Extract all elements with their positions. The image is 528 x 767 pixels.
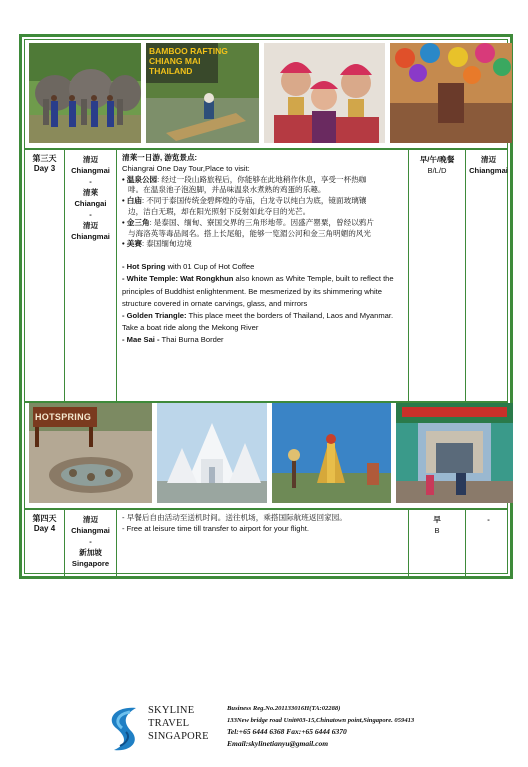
route-stop: Chiangmai <box>71 232 110 241</box>
brand-line-2: TRAVEL <box>148 718 190 729</box>
day4-meals <box>409 510 466 579</box>
white-temple-photo <box>157 403 267 503</box>
route-stop: 清迈 <box>82 221 99 230</box>
hot-spring-photo <box>29 403 152 503</box>
top-photo-strip <box>29 43 512 143</box>
route-stop: 清迈 <box>82 155 99 164</box>
elephant-photo <box>29 43 141 143</box>
route-stop: 清迈 <box>82 515 99 524</box>
day4-label <box>25 510 65 579</box>
route-stop: 新加坡 <box>79 548 102 557</box>
cn-item-mae-sai <box>122 239 404 250</box>
en-item-text: also known as White Temple, built to reflect the principles of Buddhist enlightenment. Be mesmerized by its shimmering white structure covered in ornate carvings, glass, and mirrors <box>122 274 394 308</box>
day3-row <box>25 150 507 401</box>
cn-item-text: : 不同于泰国传统金碧辉煌的寺庙，白龙寺以纯白为底，镜面玻璃镶 <box>141 196 367 206</box>
meals-cn: 早 <box>433 515 441 524</box>
hotel-en: Chiangmai <box>469 166 508 175</box>
company-info <box>227 703 414 749</box>
en-item-text: with 01 Cup of Hot Coffee <box>165 262 255 272</box>
day3-label <box>25 150 65 401</box>
day4-label-cn: 第四天 <box>32 514 57 523</box>
bamboo-rafting-photo <box>146 43 259 143</box>
company-address: 133New bridge road Unit#03-15,Chinatown point,Singapore. 059413 <box>227 716 415 724</box>
en-item-label: - Mae Sai - <box>122 335 160 345</box>
route-separator: - <box>89 537 92 546</box>
day4-line-en: - Free at leisure time till transfer to airport for your flight. <box>122 523 309 533</box>
mae-sai-border-photo <box>396 403 513 503</box>
day3-label-cn: 第三天 <box>32 154 57 163</box>
en-item-mae-sai <box>122 334 404 346</box>
brand-name <box>148 704 209 743</box>
cn-item-text: : 经过一段山路旅程后，你能够在此地稍作休息，享受一杯热咖 <box>157 174 367 184</box>
company-phone: Tel:+65 6444 6368 Fax:+65 6444 6370 <box>227 727 347 736</box>
company-footer <box>100 702 440 756</box>
cn-item-hot-spring <box>122 175 404 186</box>
cn-item-text: : 是泰国、缅甸、寮国交界的三角形地带。因盛产罂粟，曾经以鸦片 <box>149 217 374 227</box>
itinerary-title-cn: 清莱一日游, 游览景点: <box>122 153 198 162</box>
brand-line-1: SKYLINE <box>148 705 195 716</box>
skyline-logo-icon <box>100 702 148 754</box>
cn-item-golden-triangle <box>122 218 404 229</box>
hotel-value: - <box>487 515 490 524</box>
en-item-label: - Golden Triangle: <box>122 310 187 320</box>
day4-itinerary <box>117 510 409 579</box>
itinerary-title-en: Chiangrai One Day Tour,Place to visit: <box>122 163 250 173</box>
day4-row <box>25 510 507 579</box>
cn-item-text: : 泰国缅甸边境 <box>141 239 192 249</box>
meals-value: B/L/D <box>427 166 447 175</box>
day3-label-en: Day 3 <box>33 164 56 173</box>
route-stop: 清莱 <box>82 188 99 197</box>
cn-item-continued: 边，洁白无瑕，却在阳光照射下反射如此夺目的光芒。 <box>128 206 311 216</box>
business-reg: Business Reg.No.201133016H(TA:02288) <box>227 705 341 712</box>
umbrella-market-photo <box>390 43 512 143</box>
day3-itinerary <box>117 150 409 401</box>
en-item-label: - White Temple: Wat Rongkhun <box>122 274 234 284</box>
day3-hotel <box>466 150 511 401</box>
en-item-golden-triangle <box>122 310 404 334</box>
day3-meals <box>409 150 466 401</box>
mid-photo-strip <box>29 403 513 503</box>
banner-line-1: BAMBOO RAFTING <box>149 46 228 56</box>
hotel-cn: 清迈 <box>480 155 497 164</box>
day4-hotel <box>466 510 511 579</box>
cn-item-label: • 美赛 <box>122 239 142 249</box>
banner-line-2: CHIANG MAI <box>149 56 201 66</box>
day4-label-en: Day 4 <box>33 524 56 533</box>
meals-en: B <box>434 526 440 535</box>
brand-line-3: SINGAPORE <box>148 731 209 742</box>
day3-route <box>65 150 117 401</box>
cn-item-label: • 白庙 <box>122 196 142 206</box>
route-stop: Chiangmai <box>71 526 110 535</box>
route-stop: Chiangmai <box>71 166 110 175</box>
meals-header: 早/午/晚餐 <box>419 155 455 164</box>
route-stop: Singapore <box>71 559 110 568</box>
en-item-hot-spring <box>122 261 404 273</box>
cn-item-label: • 金三角 <box>122 217 150 227</box>
banner-line-3: THAILAND <box>149 66 193 76</box>
en-item-text: Thai Burna Border <box>159 335 224 345</box>
long-neck-karen-photo <box>264 43 385 143</box>
cn-item-continued: 啡。在温泉池子泡泡脚，并品味温泉水煮熟的鸡蛋的乐趣。 <box>128 185 326 195</box>
route-separator: - <box>89 210 92 219</box>
itinerary-frame <box>19 34 513 579</box>
en-item-white-temple <box>122 273 404 310</box>
cn-item-continued: 与海洛英等毒品闻名。搭上长尾船，能够一览湄公河和金三角明媚的风光 <box>128 228 371 238</box>
golden-triangle-photo <box>272 403 391 503</box>
itinerary-table <box>24 39 508 574</box>
route-separator: - <box>89 177 92 186</box>
rafting-banner <box>149 46 228 76</box>
day4-line-cn: - 早餐后自由活动至送机时间。送往机场，乘搭国际航班返回家园。 <box>122 513 347 522</box>
company-email: Email:skylinetianyu@gmail.com <box>227 738 329 748</box>
en-item-text: This place meet the borders of Thailand, Laos and Myanmar. Take a boat ride along the Mekong River <box>122 310 394 333</box>
cn-item-label: • 温泉公园 <box>122 174 158 184</box>
route-stop: Chiangai <box>74 199 107 208</box>
cn-item-white-temple <box>122 196 404 207</box>
day4-route <box>65 510 117 579</box>
hotspring-sign: HOTSPRING <box>35 412 92 422</box>
en-item-label: - Hot Spring <box>122 262 166 272</box>
